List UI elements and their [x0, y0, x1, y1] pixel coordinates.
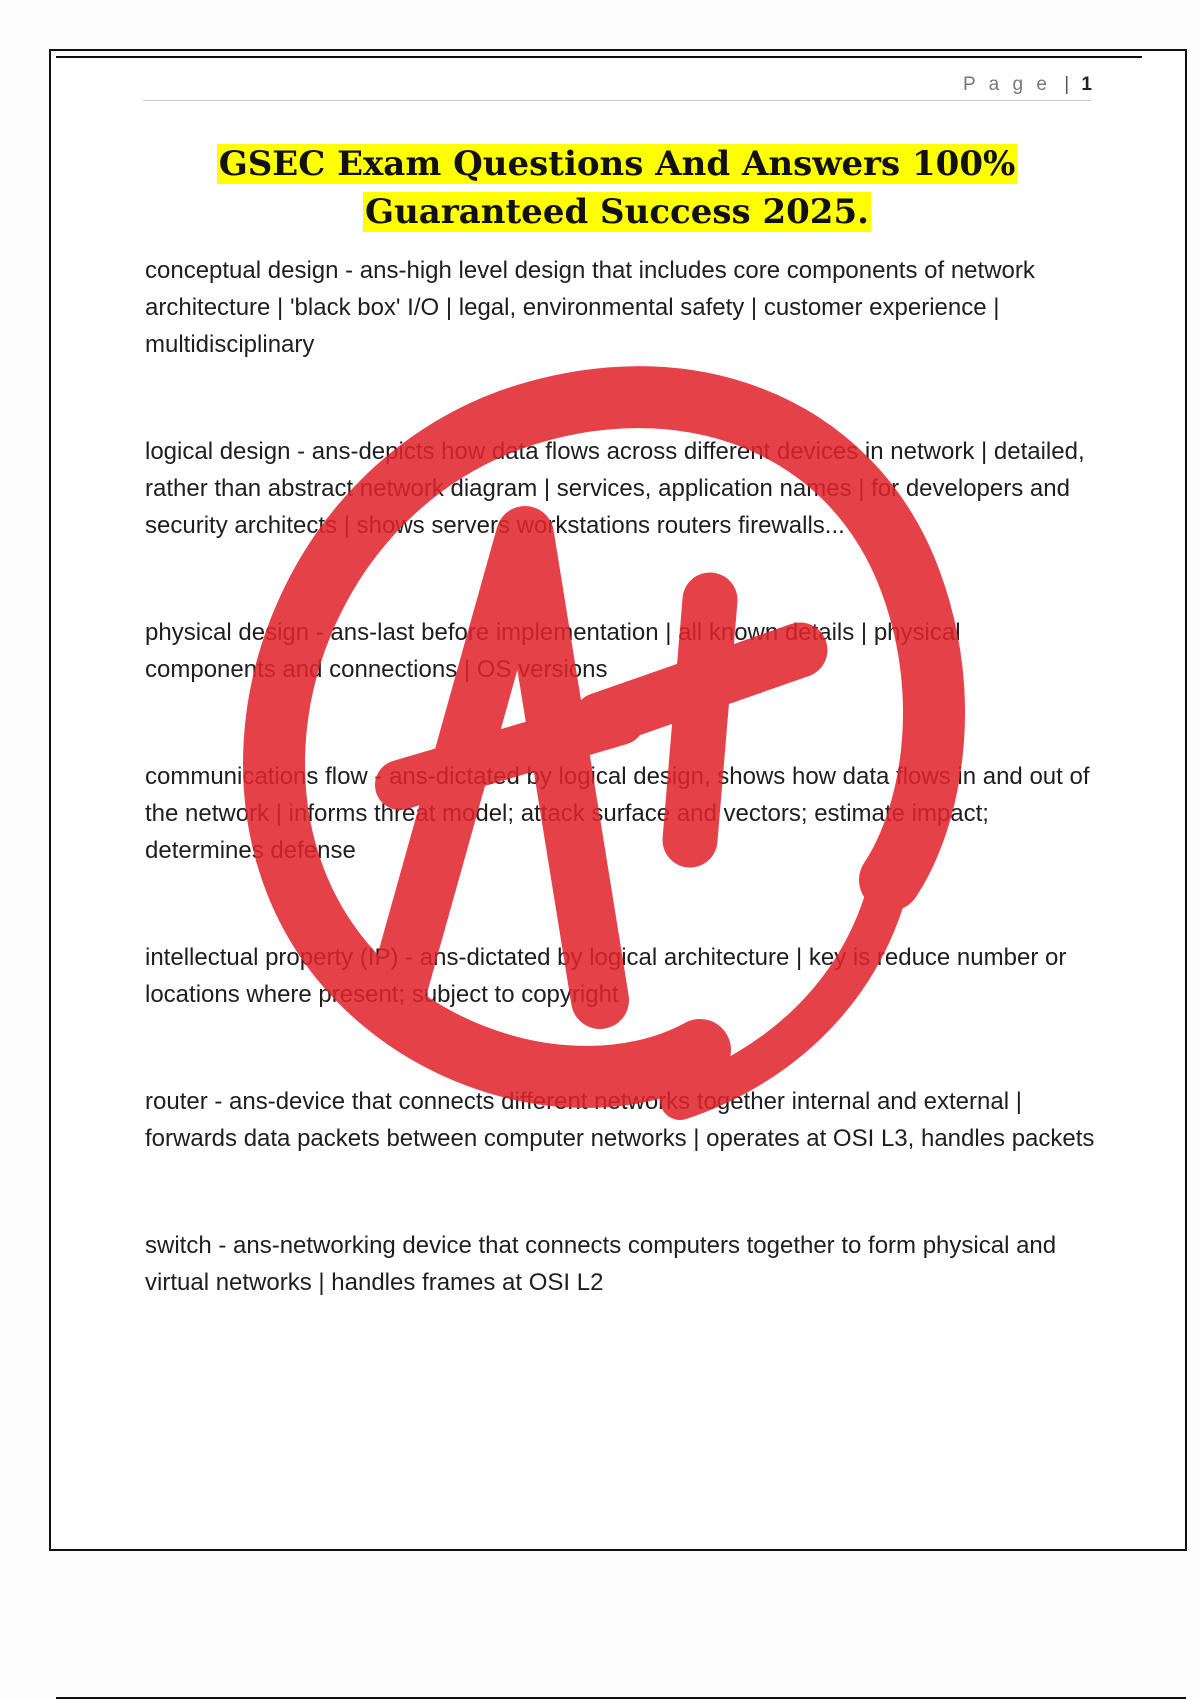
bottom-rule	[56, 1697, 1186, 1699]
page-separator: |	[1064, 74, 1070, 95]
qa-entry-intellectual-property: intellectual property (IP) - ans-dictated by logical architecture | key is reduce number or locations where present; subject to copyright	[145, 944, 1067, 1008]
top-rule	[56, 56, 1142, 58]
page-label: P a g e	[963, 74, 1051, 95]
qa-entry-communications-flow: communications flow - ans-dictated by logical design, shows how data flows in and out of the network | informs threat model; attack surface and vectors; estimate impact; determines defense	[145, 763, 1090, 864]
qa-entry-switch: switch - ans-networking device that connects computers together to form physical and virtual networks | handles frames at OSI L2	[145, 1232, 1057, 1296]
qa-entry-router: router - ans-device that connects different networks together internal and external | forwards data packets between computer networks | operates at OSI L3, handles packets	[145, 1088, 1095, 1152]
qa-list	[145, 252, 1095, 1371]
page-number: 1	[1081, 74, 1092, 95]
qa-entry-physical-design: physical design - ans-last before implementation | all known details | physical components and connections | OS versions	[145, 619, 961, 683]
page-number-header	[963, 74, 1092, 96]
qa-entry-conceptual-design: conceptual design - ans-high level design that includes core components of network architecture | 'black box' I/O | legal, environmental safety | customer experience | multidisciplinary	[145, 257, 1035, 358]
title-line-2: Guaranteed Success 2025.	[365, 192, 869, 232]
title-line-1: GSEC Exam Questions And Answers 100%	[218, 144, 1016, 184]
header-line	[143, 100, 1091, 101]
document-title	[143, 140, 1091, 236]
qa-entry-logical-design: logical design - ans-depicts how data flows across different devices in network | detailed, rather than abstract network diagram | services, application names | for developers and security architects | shows servers workstations routers firewalls...	[145, 438, 1085, 539]
